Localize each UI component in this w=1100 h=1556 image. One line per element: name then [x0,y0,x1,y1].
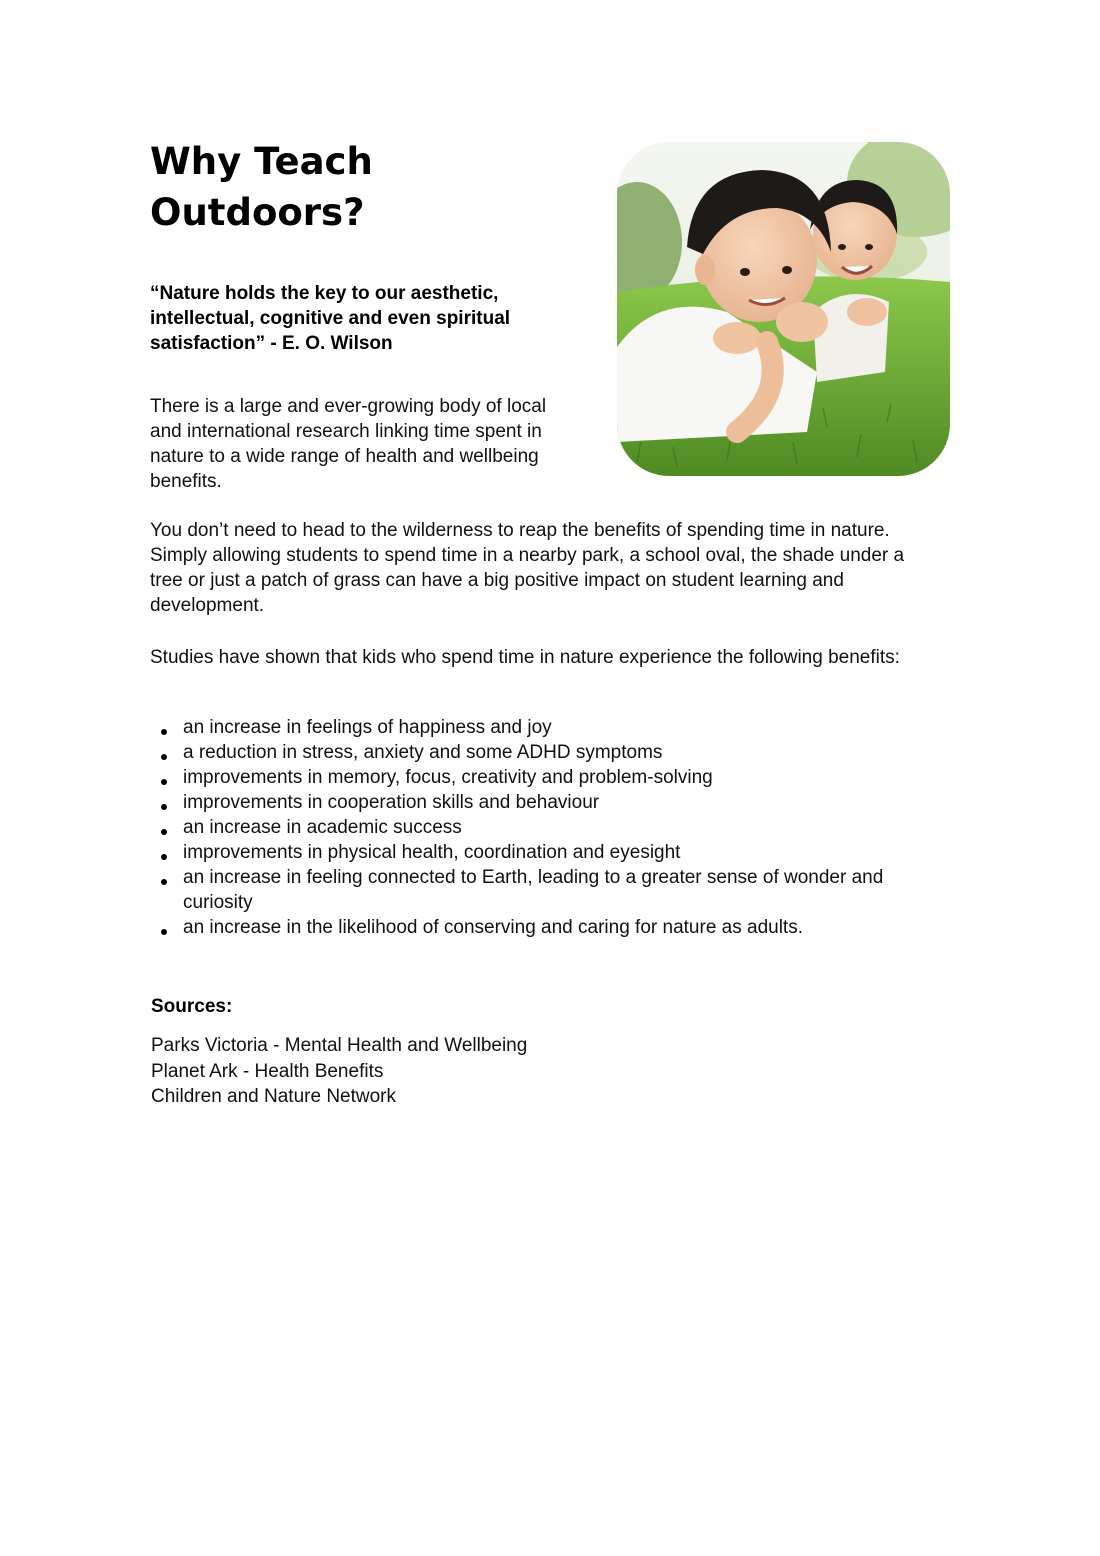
sources-heading: Sources: [151,996,233,1017]
list-item [150,815,940,840]
intro-paragraph: There is a large and ever-growing body of local and international research linking time spent in nature to a wide range of health and wellbeing benefits. [150,396,547,492]
bullet-icon [161,879,167,885]
list-item [150,840,940,865]
page-title: Why Teach Outdoors? [150,140,373,234]
bullet-icon [161,779,167,785]
source-link[interactable]: Parks Victoria - Mental Health and Wellbeing [151,1035,528,1056]
benefit-text: an increase in the likelihood of conserving and caring for nature as adults. [183,917,803,938]
source-link[interactable]: Planet Ark - Health Benefits [151,1060,384,1082]
list-item [150,740,940,765]
list-item [150,765,940,790]
studies-paragraph: Studies have shown that kids who spend time in nature experience the following benefits: [150,647,900,668]
benefit-text: improvements in cooperation skills and behaviour [183,792,600,813]
bullet-icon [161,754,167,760]
benefit-text: an increase in feelings of happiness and joy [183,717,552,738]
benefit-text: an increase in feeling connected to Earth, leading to a greater sense of wonder and curiosity [183,867,884,913]
source-link[interactable]: Children and Nature Network [151,1086,397,1107]
bullet-icon [161,854,167,860]
list-item [150,865,940,915]
bullet-icon [161,729,167,735]
bullet-icon [161,829,167,835]
benefits-list [150,715,940,940]
wilderness-paragraph: You don’t need to head to the wilderness to reap the benefits of spending time in nature. Simply allowing students to spend time in a nearby park, a school oval, the shade under a tree or just a patch of grass can have a big positive impact on student learning and development. [150,520,905,616]
quote: “Nature holds the key to our aesthetic, intellectual, cognitive and even spiritual satisfaction” - E. O. Wilson [150,283,511,354]
benefit-text: improvements in physical health, coordination and eyesight [183,842,681,863]
list-item [150,915,940,940]
benefit-text: improvements in memory, focus, creativity and problem-solving [183,767,713,788]
list-item [150,715,940,740]
benefit-text: a reduction in stress, anxiety and some ADHD symptoms [183,742,663,763]
bullet-icon [161,929,167,935]
sources-list [151,1033,527,1110]
bullet-icon [161,804,167,810]
benefit-text: an increase in academic success [183,817,462,838]
list-item [150,790,940,815]
children-lying-on-grass-photo [617,142,950,476]
